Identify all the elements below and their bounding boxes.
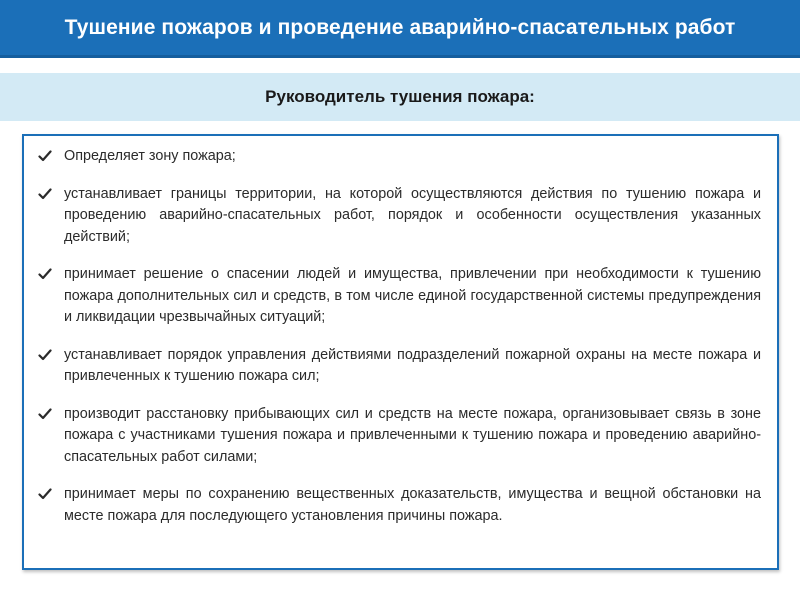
slide-title: Тушение пожаров и проведение аварийно-спасательных работ xyxy=(64,15,736,39)
check-mark-icon xyxy=(38,267,52,281)
subtitle-bar xyxy=(0,73,800,121)
check-mark-icon xyxy=(38,487,52,501)
list-item-text: устанавливает границы территории, на которой осуществляются действия по тушению пожара и проведению аварийно-спасательных работ, порядок и особенности осуществления указанных действий; xyxy=(64,185,761,245)
list-item xyxy=(38,404,761,469)
duties-list xyxy=(38,146,761,527)
list-item xyxy=(38,146,761,168)
list-item-text: устанавливает порядок управления действиями подразделений пожарной охраны на месте пожара и привлеченных к тушению пожара сил; xyxy=(64,346,761,384)
check-mark-icon xyxy=(38,407,52,421)
list-item-text: производит расстановку прибывающих сил и средств на месте пожара, организовывает связь в зоне пожара с участниками тушения пожара и привлеченными к тушению пожара и проведению аварийно-спасательных работ силами; xyxy=(64,405,761,465)
list-item xyxy=(38,484,761,527)
list-item xyxy=(38,184,761,249)
check-mark-icon xyxy=(38,348,52,362)
list-item-text: принимает решение о спасении людей и имущества, привлечении при необходимости к тушению пожара дополнительных сил и средств, в том числе единой государственной системы предупреждения и ликвидации чрезвычайных ситуаций; xyxy=(64,266,761,325)
title-bar xyxy=(0,0,800,58)
check-mark-icon xyxy=(38,187,52,201)
content-box xyxy=(22,134,779,570)
check-mark-icon xyxy=(38,149,52,163)
list-item xyxy=(38,264,761,329)
list-item-text: Определяет зону пожара; xyxy=(64,148,236,164)
list-item xyxy=(38,345,761,388)
section-heading: Руководитель тушения пожара: xyxy=(265,87,535,106)
list-item-text: принимает меры по сохранению вещественных доказательств, имущества и вещной обстановки на месте пожара для последующего установления причины пожара. xyxy=(64,486,761,524)
